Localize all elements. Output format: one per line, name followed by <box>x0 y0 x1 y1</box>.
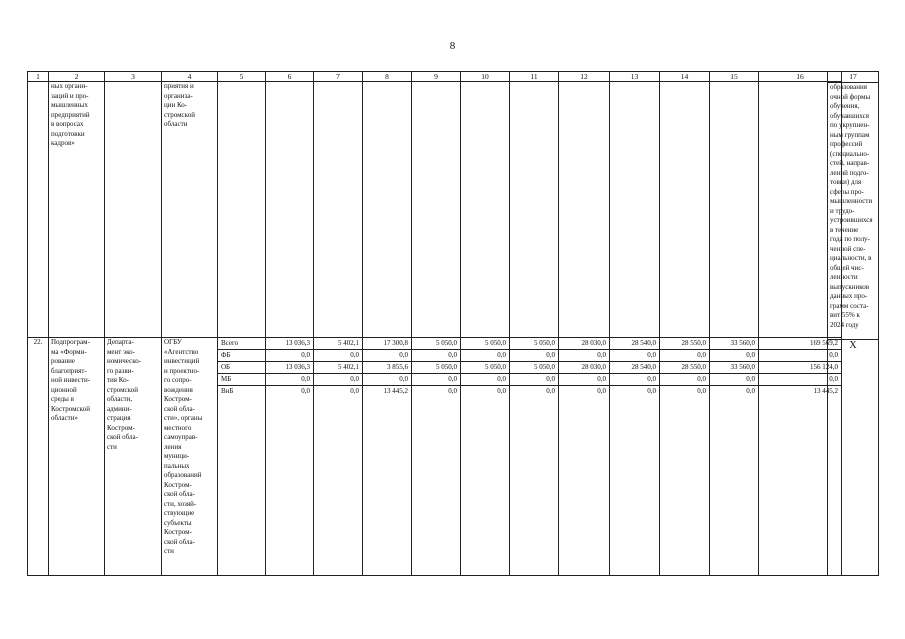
value-cell: 169 569,2 <box>759 338 841 350</box>
header-cell-15: 15 <box>710 72 759 82</box>
value-cell: 13 445,2 <box>383 387 408 395</box>
value-cell: 33 560,0 <box>710 338 758 350</box>
value-cell: 0,0 <box>363 374 411 386</box>
value-cell: 0,0 <box>266 374 313 386</box>
header-cell-1: 1 <box>28 72 49 82</box>
value-cell: 13 445,2 <box>813 387 838 395</box>
header-cell-16: 16 <box>759 72 842 82</box>
budget-table-sheet <box>27 71 879 576</box>
header-cell-17: 17 <box>828 72 878 83</box>
subprogram-name: Подпрограм- ма «Форми- рование благоприят- ной инвести- ционной среды в Костромской области» <box>49 338 105 576</box>
header-cell-11: 11 <box>510 72 559 82</box>
values-col-12 <box>559 338 610 576</box>
header-cell-4: 4 <box>162 72 218 82</box>
value-cell: 28 540,0 <box>610 362 659 374</box>
value-cell: 5 050,0 <box>461 362 509 374</box>
header-row <box>28 72 842 82</box>
table-row-continuation <box>28 82 842 338</box>
source-ob: ОБ <box>218 362 265 374</box>
responsible-executor: Департа- мент эко- номическо- го разви- тия Ко- стромской области, админи- страция Костром- ской обла- сти <box>105 338 162 576</box>
value-cell: 5 050,0 <box>412 362 460 374</box>
value-cell: 156 124,0 <box>759 362 841 374</box>
value-cell: 17 300,8 <box>363 338 411 350</box>
value-cell: 0,0 <box>301 387 310 395</box>
value-cell: 0,0 <box>510 350 558 362</box>
values-col-13 <box>610 338 660 576</box>
value-cell: 13 036,3 <box>266 362 313 374</box>
row-number: 22. <box>28 338 49 576</box>
value-cell: 5 402,1 <box>314 338 362 350</box>
budget-table <box>27 71 842 576</box>
continuation-participants: приятия и организа- ции Ко- стромской области <box>162 82 218 338</box>
value-cell: 0,0 <box>759 374 841 386</box>
source-fb: ФБ <box>218 350 265 362</box>
header-cell-14: 14 <box>660 72 710 82</box>
value-cell: 5 050,0 <box>510 338 558 350</box>
header-cell-7: 7 <box>314 72 363 82</box>
value-cell: 0,0 <box>510 374 558 386</box>
value-cell: 5 050,0 <box>510 362 558 374</box>
value-cell: 0,0 <box>350 387 359 395</box>
value-cell: 0,0 <box>710 350 758 362</box>
continuation-description: ных органи- заций и про- мышленных предприятий в вопросах подготовки кадров» <box>49 82 105 338</box>
values-col-15 <box>710 338 759 576</box>
header-cell-9: 9 <box>412 72 461 82</box>
value-cell: 0,0 <box>746 387 755 395</box>
value-cell: 13 036,3 <box>266 338 313 350</box>
funding-sources <box>218 338 266 576</box>
header-cell-13: 13 <box>610 72 660 82</box>
value-cell: 28 030,0 <box>559 362 609 374</box>
value-cell: 0,0 <box>597 387 606 395</box>
values-col-8 <box>363 338 412 576</box>
value-cell: 0,0 <box>559 350 609 362</box>
value-cell: 5 050,0 <box>412 338 460 350</box>
value-cell: 0,0 <box>363 350 411 362</box>
table-row-22 <box>28 338 842 576</box>
value-cell: 33 560,0 <box>710 362 758 374</box>
header-cell-10: 10 <box>461 72 510 82</box>
value-cell: 0,0 <box>448 387 457 395</box>
header-cell-12: 12 <box>559 72 610 82</box>
value-cell: 0,0 <box>314 374 362 386</box>
value-cell: 0,0 <box>697 387 706 395</box>
value-cell: 5 402,1 <box>314 362 362 374</box>
values-col-6 <box>266 338 314 576</box>
value-cell: 0,0 <box>546 387 555 395</box>
value-cell: 0,0 <box>412 350 460 362</box>
value-cell: 0,0 <box>314 350 362 362</box>
column-17 <box>827 71 879 576</box>
source-vnb: ВнБ <box>221 387 234 395</box>
values-col-11 <box>510 338 559 576</box>
value-cell: 3 855,6 <box>363 362 411 374</box>
value-cell: 0,0 <box>759 350 841 362</box>
header-cell-2: 2 <box>49 72 105 82</box>
value-cell: 28 550,0 <box>660 338 709 350</box>
value-cell: 0,0 <box>610 374 659 386</box>
page-number: 8 <box>449 40 456 52</box>
header-cell-6: 6 <box>266 72 314 82</box>
value-cell: 0,0 <box>266 350 313 362</box>
values-col-10 <box>461 338 510 576</box>
row22-indicator: Х <box>849 340 857 351</box>
value-cell: 0,0 <box>660 374 709 386</box>
source-mb: МБ <box>218 374 265 386</box>
continuation-indicator-text: образования очной формы обучения, обучавшихся по укрупнен- ным группам профессий (специально- стей, направ- лений подго- товки) для сферы про- мышленности и трудо- устроившихся в течение года по полу- ченной спе- циальности, в общей чис- ленности выпускников данных про- грамм соста- вит 55% к 2024 году <box>828 83 878 340</box>
values-col-9 <box>412 338 461 576</box>
value-cell: 0,0 <box>559 374 609 386</box>
value-cell: 0,0 <box>647 387 656 395</box>
value-cell: 0,0 <box>461 350 509 362</box>
value-cell: 0,0 <box>610 350 659 362</box>
source-total: Всего <box>218 338 265 350</box>
value-cell: 0,0 <box>412 374 460 386</box>
values-col-7 <box>314 338 363 576</box>
value-cell: 28 550,0 <box>660 362 709 374</box>
value-cell: 0,0 <box>660 350 709 362</box>
value-cell: 0,0 <box>461 374 509 386</box>
value-cell: 0,0 <box>497 387 506 395</box>
co-executors: ОГБУ «Агентство инвестиций и проектно- го сопро- вождения Костром- ской обла- сти», органы местного самоуправ- ления муници- пальных образований Костром- ской обла- сти, хозяй- ствующие субъекты Костром- ской обла- сти <box>162 338 218 576</box>
value-cell: 28 030,0 <box>559 338 609 350</box>
value-cell: 28 540,0 <box>610 338 659 350</box>
header-cell-8: 8 <box>363 72 412 82</box>
value-cell: 0,0 <box>710 374 758 386</box>
values-col-14 <box>660 338 710 576</box>
value-cell: 5 050,0 <box>461 338 509 350</box>
header-cell-5: 5 <box>218 72 266 82</box>
header-cell-3: 3 <box>105 72 162 82</box>
